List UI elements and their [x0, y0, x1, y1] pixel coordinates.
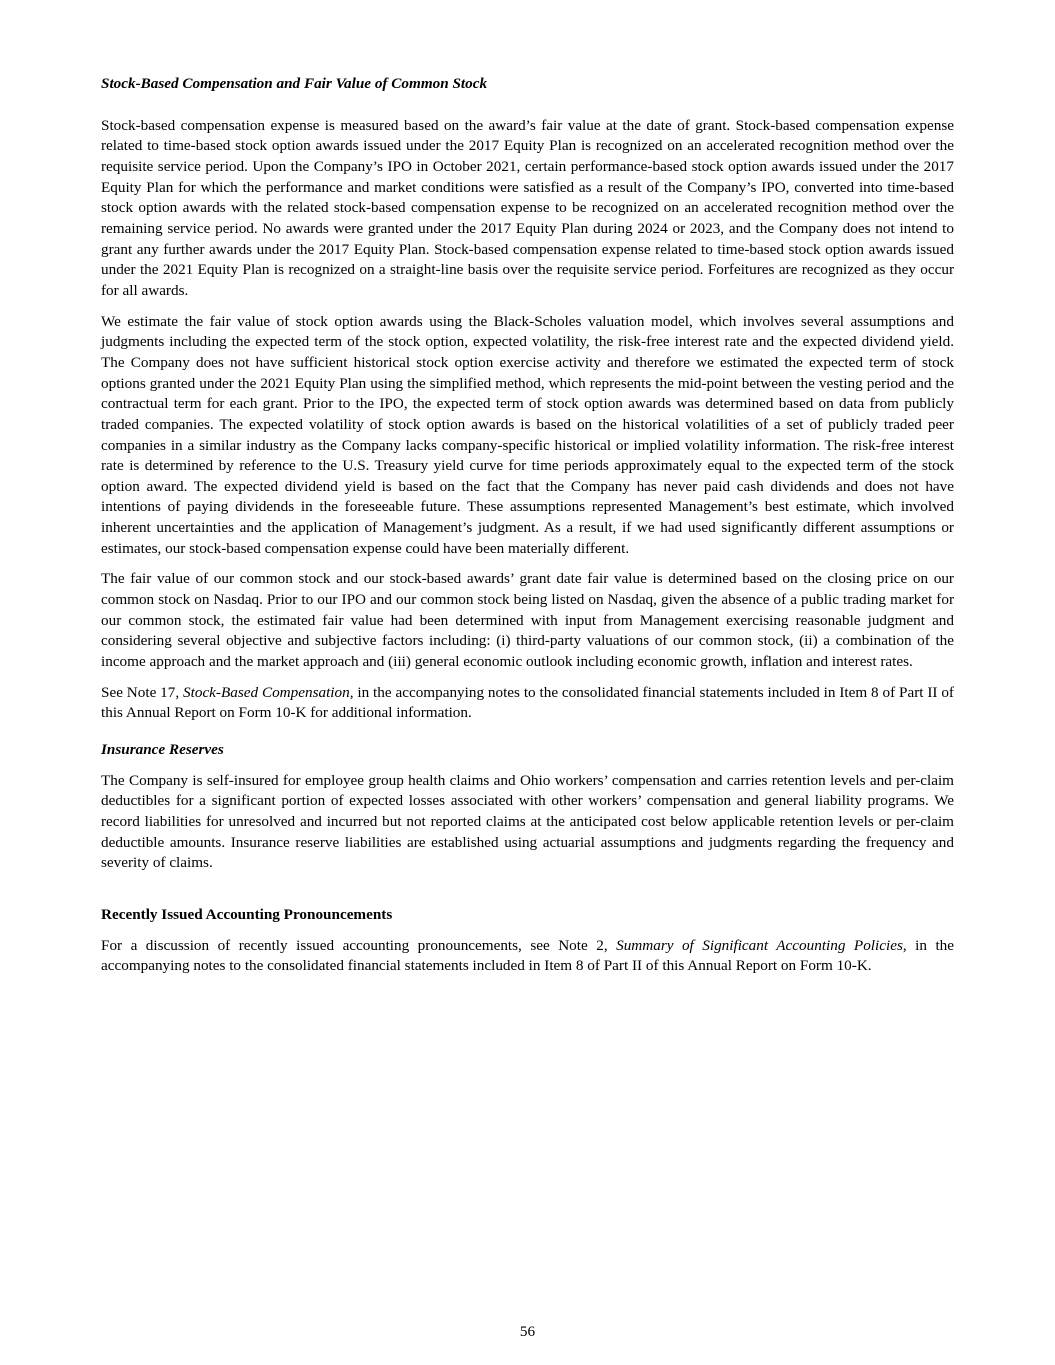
note-reference: Summary of Significant Accounting Policies	[616, 936, 903, 954]
section-heading-insurance-reserves: Insurance Reserves	[101, 741, 224, 759]
paragraph: The fair value of our common stock and our stock-based awards’ grant date fair value is determined based on the closing price on our common stock on Nasdaq. Prior to our IPO and our common stock being listed on Nasdaq, given the absence of a public trading market for our common stock, the estimated fair value had been determined with input from Management exercising reasonable judgment and considering several objective and subjective factors including: (i) third-party valuations of our common stock, (ii) a combination of the income approach and the market approach and (iii) general economic outlook including economic growth, inflation and interest rates.	[101, 570, 954, 671]
document-page	[101, 74, 954, 987]
section-heading-recent-pronouncements: Recently Issued Accounting Pronouncements	[101, 905, 393, 923]
text: For a discussion of recently issued accounting pronouncements, see Note 2,	[101, 936, 617, 954]
text: See Note 17,	[101, 683, 184, 701]
paragraph: We estimate the fair value of stock option awards using the Black-Scholes valuation model, which involves several assumptions and judgments including the expected term of the stock option, expected volatility, the risk-free interest rate and the expected dividend yield. The Company does not have sufficient historical stock option exercise activity and therefore we estimated the expected term of stock options granted under the 2021 Equity Plan using the simplified method, which represents the mid-point between the vesting period and the contractual term for each grant. Prior to the IPO, the expected term of stock option awards was determined based on data from publicly traded companies. The expected volatility of stock option awards is based on the historical volatilities of a set of publicly traded peer companies in a similar industry as the Company lacks company-specific historical or implied volatility information. The risk-free interest rate is determined by reference to the U.S. Treasury yield curve for time periods approximately equal to the expected term of the stock option award. The expected dividend yield is based on the fact that the Company has never paid cash dividends and does not have intentions of paying dividends in the foreseeable future. These assumptions represented Management’s best estimate, which involved inherent uncertainties and the application of Management’s judgment. As a result, if we had used significantly different assumptions or estimates, our stock-based compensation expense could have been materially different.	[101, 312, 954, 557]
text: , in the accompanying notes to the consolidated financial statements included in Item 8 of Part II of this Annual Report on Form 10-K.	[101, 936, 954, 975]
note-reference: Stock-Based Compensation	[183, 683, 350, 701]
paragraph: Stock-based compensation expense is measured based on the award’s fair value at the date of grant. Stock-based compensation expense related to time-based stock option awards issued under the 2017 Equity Plan is recognized on an accelerated recognition method over the requisite service period. Upon the Company’s IPO in October 2021, certain performance-based stock option awards issued under the 2017 Equity Plan for which the performance and market conditions were satisfied as a result of the Company’s IPO, converted into time-based stock option awards with the related stock-based compensation expense to be recognized on an accelerated recognition method over the remaining service period. No awards were granted under the 2017 Equity Plan during 2024 or 2023, and the Company does not intend to grant any further awards under the 2017 Equity Plan. Stock-based compensation expense related to time-based stock option awards issued under the 2021 Equity Plan is recognized on a straight-line basis over the requisite service period. Forfeitures are recognized as they occur for all awards.	[101, 116, 954, 299]
paragraph	[101, 936, 954, 977]
paragraph: The Company is self-insured for employee group health claims and Ohio workers’ compensation and carries retention levels and per-claim deductibles for a significant portion of expected losses associated with other workers’ compensation and general liability programs. We record liabilities for unresolved and incurred but not reported claims at the anticipated cost below applicable retention levels or per-claim deductible amounts. Insurance reserve liabilities are established using actuarial assumptions and judgments regarding the frequency and severity of claims.	[101, 771, 954, 872]
page-number: 56	[519, 1323, 536, 1340]
text: , in the accompanying notes to the consolidated financial statements included in Item 8 of Part II of this Annual Report on Form 10-K for additional information.	[101, 683, 954, 722]
paragraph	[101, 683, 954, 724]
section-heading-stock-compensation: Stock-Based Compensation and Fair Value of Common Stock	[101, 75, 488, 92]
